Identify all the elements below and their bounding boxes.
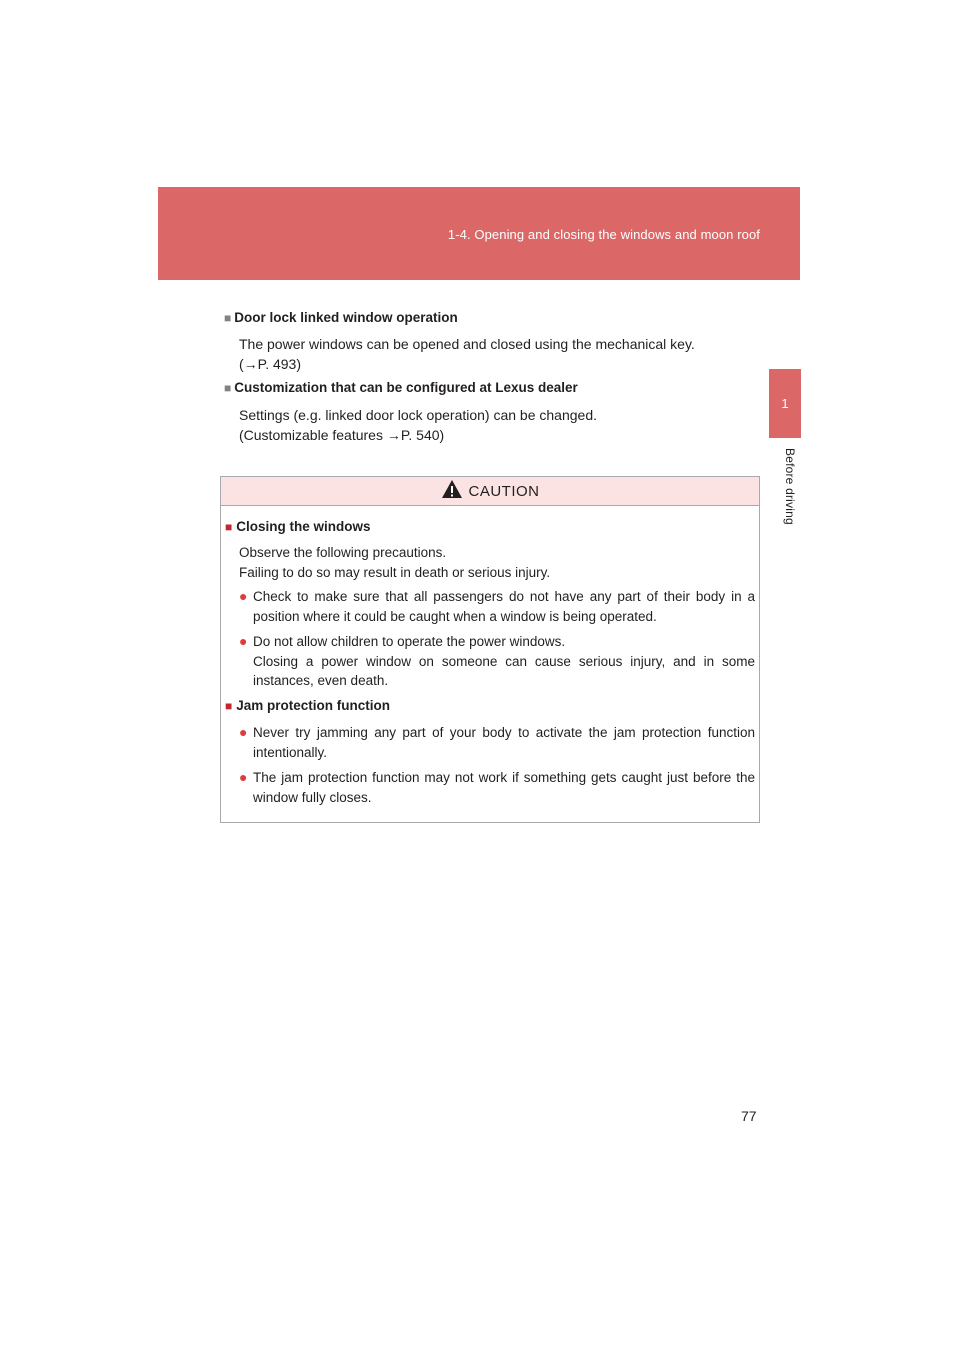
square-bullet-icon: ■	[225, 699, 233, 713]
caution-box	[220, 476, 760, 823]
square-bullet-icon: ■	[225, 520, 233, 534]
caution-subheading: ■ Jam protection function	[225, 698, 391, 713]
list-item: ● Never try jamming any part of your body to activate the jam protection function intentionally.	[239, 723, 755, 762]
square-bullet-icon: ■	[224, 311, 232, 325]
list-item: ● Check to make sure that all passengers do not have any part of their body in a position where it could be caught when a window is being operated.	[239, 587, 755, 626]
bullet-dot-icon: ●	[239, 769, 248, 785]
section-paragraph: Settings (e.g. linked door lock operation) can be changed. (Customizable features →P. 540)	[239, 407, 598, 443]
page-number: 77	[741, 1108, 757, 1124]
section-paragraph: The power windows can be opened and closed using the mechanical key. (→P. 493)	[239, 336, 695, 372]
bullet-dot-icon: ●	[239, 633, 248, 649]
bullet-dot-icon: ●	[239, 588, 248, 604]
list-item: ● Do not allow children to operate the power windows. Closing a power window on someone can cause serious injury, and in some instances, even death.	[239, 632, 755, 691]
caution-header	[221, 477, 759, 506]
caution-title: CAUTION	[468, 482, 540, 500]
chapter-tab	[769, 369, 801, 438]
section-heading: ■ Door lock linked window operation	[224, 310, 458, 325]
section-heading: ■ Customization that can be configured at Lexus dealer	[224, 380, 578, 395]
square-bullet-icon: ■	[224, 381, 232, 395]
bullet-dot-icon: ●	[239, 724, 248, 740]
chapter-number: 1	[781, 396, 789, 411]
section-title: 1-4. Opening and closing the windows and moon roof	[447, 227, 760, 242]
chapter-label: Before driving	[783, 448, 797, 525]
caution-intro: Observe the following precautions. Failing to do so may result in death or serious injury.	[239, 545, 551, 580]
caution-subheading: ■ Closing the windows	[225, 519, 371, 534]
list-item: ● The jam protection function may not work if something gets caught just before the window fully closes.	[239, 768, 755, 807]
header-band	[158, 187, 800, 280]
warning-triangle-icon	[441, 479, 463, 504]
